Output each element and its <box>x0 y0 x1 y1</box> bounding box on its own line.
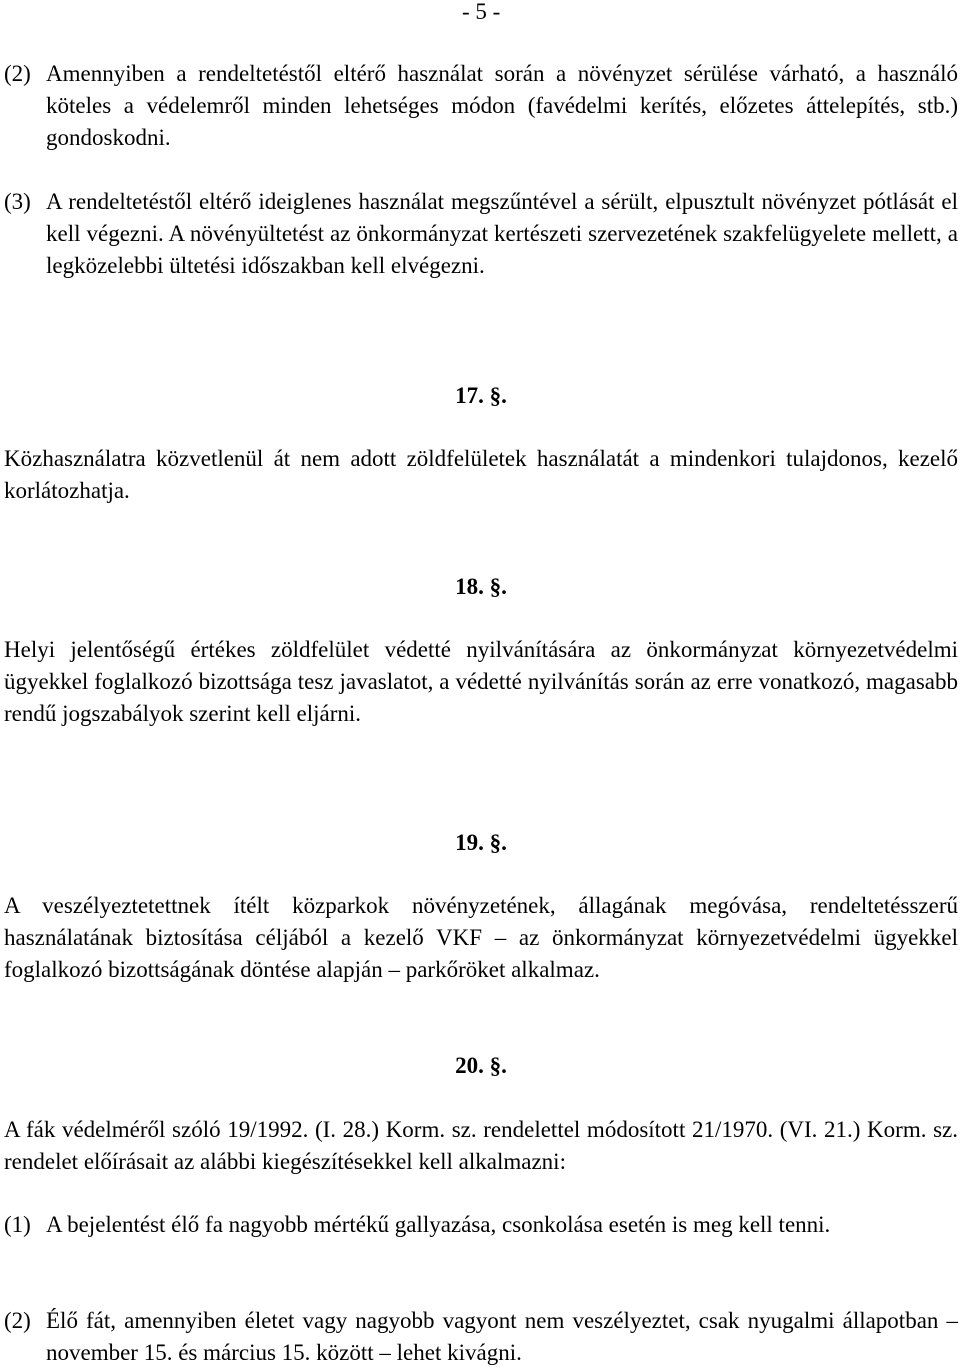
paragraph-number: (3) <box>4 189 31 214</box>
page-number: - 5 - <box>462 0 501 24</box>
paragraph-number: (1) <box>4 1212 31 1237</box>
paragraph-text: Amennyiben a rendeltetéstől eltérő használat során a növényzet sérülése várható, a használó köteles a védelemről minden lehetséges módon (favédelmi kerítés, előzetes áttelepítés, stb.) gondoskodni. <box>46 61 958 150</box>
section20-paragraph-1 <box>4 1209 958 1241</box>
section20-intro: A fák védelméről szóló 19/1992. (I. 28.) Korm. sz. rendelettel módosított 21/1970. (VI. 21.) Korm. sz. rendelet előírásait az alábbi kiegészítésekkel kell alkalmazni: <box>4 1117 958 1174</box>
paragraph-number: (2) <box>4 1308 31 1333</box>
section19-heading: 19. §. <box>455 830 507 855</box>
paragraph-number: (2) <box>4 61 31 86</box>
section17-heading: 17. §. <box>455 383 507 408</box>
section18-paragraph: Helyi jelentőségű értékes zöldfelület védetté nyilvánítására az önkormányzat környezetvédelmi ügyekkel foglalkozó bizottsága tesz javaslatot, a védetté nyilvánítás során az erre vonatkozó, magasabb rendű jogszabályok szerint kell eljárni. <box>4 637 958 726</box>
section20-paragraph-2 <box>4 1305 958 1369</box>
paragraph-text: Élő fát, amennyiben életet vagy nagyobb vagyont nem veszélyeztet, csak nyugalmi állapotban – november 15. és március 15. között – lehet kivágni. <box>46 1308 958 1365</box>
section16-paragraph-2 <box>4 58 958 154</box>
section20-heading: 20. §. <box>455 1053 507 1078</box>
section19-paragraph: A veszélyeztetettnek ítélt közparkok növényzetének, állagának megóvása, rendeltetésszerű használatának biztosítása céljából a kezelő VKF – az önkormányzat környezetvédelmi ügyekkel foglalkozó bizottságának döntése alapján – parkőröket alkalmaz. <box>4 893 958 982</box>
paragraph-text: A rendeltetéstől eltérő ideiglenes használat megszűntével a sérült, elpusztult növényzet pótlását el kell végezni. A növényültetést az önkormányzat kertészeti szervezetének szakfelügyelete mellett, a legközelebbi ültetési időszakban kell elvégezni. <box>46 189 958 278</box>
section16-paragraph-3 <box>4 186 958 282</box>
section17-paragraph: Közhasználatra közvetlenül át nem adott zöldfelületek használatát a mindenkori tulajdonos, kezelő korlátozhatja. <box>4 446 958 503</box>
section18-heading: 18. §. <box>455 574 507 599</box>
paragraph-text: A bejelentést élő fa nagyobb mértékű gallyazása, csonkolása esetén is meg kell tenni. <box>46 1212 831 1237</box>
